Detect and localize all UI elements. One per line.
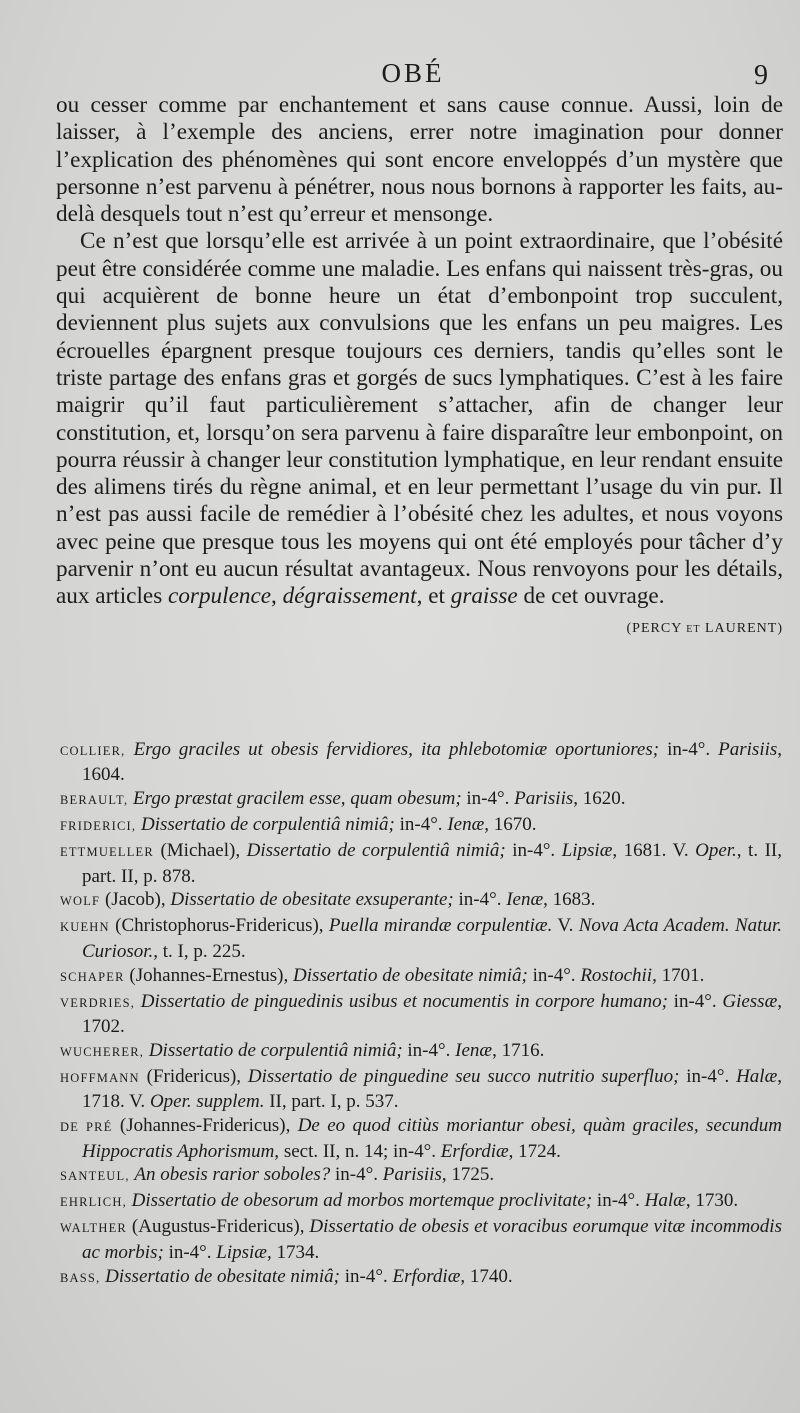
entry-author: ETTMUELLER bbox=[60, 845, 154, 860]
entry-extra-ref: Oper. bbox=[695, 840, 737, 862]
bibliography-entry bbox=[60, 1215, 782, 1264]
entry-imprint: in-4°. bbox=[394, 814, 448, 836]
entry-author: WOLF bbox=[60, 894, 101, 909]
entry-imprint: in-4°. bbox=[667, 990, 723, 1012]
page-header bbox=[56, 58, 770, 94]
entry-date: , 1701. bbox=[652, 964, 705, 986]
entry-place: Parisiis bbox=[718, 739, 778, 760]
entry-extra-detail: II, part. I, p. 537. bbox=[264, 1091, 399, 1113]
paragraph-2 bbox=[56, 228, 783, 636]
xref-sep-2: , et bbox=[416, 583, 451, 610]
entry-author: SCHAPER bbox=[60, 969, 125, 984]
page-number: 9 bbox=[754, 60, 768, 91]
author-signature: (PERCY et LAURENT) bbox=[626, 620, 783, 636]
entry-date: , 1730. bbox=[685, 1190, 739, 1212]
entry-imprint: in-4°. bbox=[330, 1164, 383, 1186]
entry-author: FRIDERICI, bbox=[60, 819, 137, 834]
entry-date: , 1681. V. bbox=[612, 840, 696, 862]
entry-imprint: in-4°. bbox=[340, 1265, 393, 1287]
entry-date: , 1604. bbox=[82, 739, 783, 786]
entry-author-forename: (Jacob), bbox=[100, 889, 171, 911]
entry-imprint: in-4°. bbox=[461, 788, 515, 810]
bibliography-entry bbox=[60, 738, 782, 787]
entry-imprint: in-4°. bbox=[659, 739, 719, 760]
entry-title: Dissertatio de obesitate exsuperante; bbox=[170, 889, 454, 911]
article-body bbox=[56, 92, 783, 642]
entry-author-forename: (Johannes-Fridericus), bbox=[112, 1115, 298, 1137]
running-head: OBÉ bbox=[381, 58, 445, 88]
entry-title: Dissertatio de obesis et voracibus eorumque vitæ incommodis ac morbis; bbox=[82, 1216, 782, 1263]
entry-title: Dissertatio de corpulentiâ nimiâ; bbox=[246, 840, 506, 862]
entry-author-forename: (Fridericus), bbox=[139, 1065, 248, 1087]
entry-imprint: in-4°. bbox=[402, 1039, 456, 1061]
entry-imprint: in-4°. bbox=[163, 1241, 217, 1263]
bibliography bbox=[60, 738, 782, 1290]
entry-title: Dissertatio de corpulentiâ nimiâ; bbox=[141, 814, 395, 836]
entry-date: , 1725. bbox=[441, 1164, 495, 1186]
entry-imprint: sect. II, n. 14; in-4°. bbox=[279, 1140, 441, 1162]
entry-date: , 1620. bbox=[573, 788, 626, 810]
entry-place: Ienæ bbox=[506, 889, 544, 911]
bibliography-entry bbox=[60, 888, 782, 913]
xref-tail: de cet ouvrage. bbox=[517, 583, 665, 610]
entry-author: COLLIER, bbox=[60, 744, 126, 758]
entry-place: Erfordiæ bbox=[440, 1140, 509, 1162]
entry-date: , 1702. bbox=[82, 990, 782, 1037]
entry-author: BERAULT, bbox=[60, 793, 129, 808]
entry-place: Giessæ bbox=[722, 990, 778, 1012]
bibliography-entry bbox=[60, 990, 782, 1039]
bibliography-entry bbox=[60, 813, 782, 838]
paragraph-2-text: Ce n’est que lorsqu’elle est arrivée à un point extraordinaire, que l’obésité peut être considérée comme une maladie. Les enfans qui naissent très-gras, ou qui acquièrent de bonne heure un état d’embonpoint trop succulent, deviennent plus sujets aux convulsions que les enfans un peu maigres. Les écrouelles épargnent presque toujours ces derniers, tandis qu’elles sont le triste partage des enfans gras et gorgés de sucs lymphatiques. C’est à les faire maigrir qu’il faut particulièrement s’attacher, afin de changer leur constitution, et, lorsqu’on sera parvenu à faire disparaître leur embonpoint, on pourra réussir à changer leur constitution lymphatique, en leur rendant ensuite des alimens tirés du règne animal, et en leur permettant l’usage du vin pur. Il n’est pas aussi facile de remédier à l’obésité chez les adultes, et nous voyons avec peine que presque tous les moyens qui ont été employés pour tâcher d’y parvenir n’ont eu aucun résultat avantageux. Nous renvoyons pour les détails, aux articles bbox=[56, 228, 783, 610]
entry-title: De eo quod citiùs moriantur obesi, quàm graciles, secundum Hippocratis Aphorismum, bbox=[82, 1115, 782, 1162]
entry-author-forename: (Christophorus-Fridericus), bbox=[109, 915, 329, 937]
entry-date: , 1734. bbox=[266, 1241, 320, 1263]
xref-corpulence: corpulence bbox=[168, 583, 272, 610]
xref-sep-1: , bbox=[271, 583, 283, 610]
entry-author: BASS, bbox=[60, 1270, 101, 1285]
entry-place: Ienæ bbox=[447, 814, 485, 836]
entry-title: Dissertatio de pinguedinis usibus et nocumentis in corpore humano; bbox=[140, 990, 668, 1012]
entry-date: , 1718. V. bbox=[82, 1065, 782, 1113]
bibliography-entry bbox=[60, 1065, 782, 1114]
entry-date: , 1740. bbox=[460, 1265, 513, 1287]
bibliography-entry bbox=[60, 787, 782, 812]
entry-imprint: in-4°. bbox=[505, 840, 562, 862]
entry-title: An obesis rarior soboles? bbox=[134, 1164, 331, 1186]
entry-place: Nova Acta Academ. Natur. Curiosor. bbox=[82, 915, 782, 962]
bibliography-entry bbox=[60, 1265, 782, 1290]
entry-date: , 1716. bbox=[492, 1039, 545, 1061]
entry-date: , 1724. bbox=[508, 1140, 561, 1162]
entry-title: Ergo graciles ut obesis fervidiores, ita phlebotomiæ oportuniores; bbox=[133, 739, 660, 760]
entry-title: Puella mirandæ corpulentiæ. bbox=[328, 915, 553, 937]
entry-place: Halæ bbox=[644, 1190, 686, 1212]
entry-title: Ergo præstat gracilem esse, quam obesum; bbox=[133, 788, 462, 810]
bibliography-entry bbox=[60, 1189, 782, 1214]
entry-place: Erfordiæ bbox=[392, 1265, 461, 1287]
bibliography-entry bbox=[60, 1114, 782, 1163]
entry-author-forename: (Augustus-Fridericus), bbox=[126, 1216, 310, 1238]
entry-author: EHRLICH, bbox=[60, 1195, 127, 1210]
entry-date: , t. I, p. 225. bbox=[153, 940, 246, 962]
bibliography-entry bbox=[60, 964, 782, 989]
entry-imprint: in-4°. bbox=[679, 1065, 737, 1087]
entry-date: , 1670. bbox=[484, 814, 537, 836]
xref-degraissement: dégraissement bbox=[282, 583, 417, 610]
entry-place: Lipsiæ bbox=[216, 1241, 267, 1263]
bibliography-entry bbox=[60, 1163, 782, 1188]
entry-author-forename: (Michael), bbox=[153, 840, 247, 862]
entry-imprint: in-4°. bbox=[592, 1190, 645, 1212]
entry-title: Dissertatio de corpulentiâ nimiâ; bbox=[148, 1039, 403, 1061]
entry-title: Dissertatio de pinguedine seu succo nutritio superfluo; bbox=[247, 1065, 680, 1087]
entry-author: KUEHN bbox=[60, 920, 110, 935]
entry-title: Dissertatio de obesorum ad morbos mortemque proclivitate; bbox=[131, 1190, 593, 1212]
entry-author: WALTHER bbox=[60, 1221, 127, 1236]
entry-author: SANTEUL, bbox=[60, 1169, 130, 1184]
entry-place: Lipsiæ bbox=[561, 840, 613, 862]
entry-place: Ienæ bbox=[455, 1039, 493, 1061]
paragraph-1: ou cesser comme par enchantement et sans cause connue. Aussi, loin de laisser, à l’exemple des anciens, errer notre imagination pour donner l’explication des phénomènes qui sont encore enveloppés d’un mystère que personne n’est parvenu à pénétrer, nous nous bornons à rapporter les faits, au-delà desquels tout n’est qu’erreur et mensonge. bbox=[56, 92, 783, 228]
entry-extra-ref: Oper. supplem. bbox=[149, 1091, 265, 1113]
entry-place: Halæ bbox=[736, 1065, 778, 1087]
entry-imprint: in-4°. bbox=[527, 964, 581, 986]
bibliography-entry bbox=[60, 914, 782, 963]
entry-place: Parisiis bbox=[514, 788, 574, 810]
entry-place: Rostochii bbox=[580, 964, 653, 986]
entry-place: Parisiis bbox=[382, 1164, 442, 1186]
bibliography-entry bbox=[60, 1039, 782, 1064]
xref-graisse: graisse bbox=[450, 583, 518, 610]
entry-author-forename: (Johannes-Ernestus), bbox=[124, 964, 293, 986]
entry-imprint: V. bbox=[552, 915, 579, 937]
entry-author: WUCHERER, bbox=[60, 1044, 145, 1059]
entry-imprint: in-4°. bbox=[453, 889, 507, 911]
entry-title: Dissertatio de obesitate nimiâ; bbox=[105, 1265, 340, 1287]
entry-date: , 1683. bbox=[543, 889, 596, 911]
bibliography-entry bbox=[60, 839, 782, 888]
entry-author: DE PRÉ bbox=[60, 1120, 113, 1135]
entry-author: VERDRIES, bbox=[60, 995, 136, 1010]
entry-title: Dissertatio de obesitate nimiâ; bbox=[293, 964, 528, 986]
entry-author: HOFFMANN bbox=[60, 1070, 140, 1085]
entry-extra-detail: , t. II, part. II, p. 878. bbox=[82, 840, 782, 887]
